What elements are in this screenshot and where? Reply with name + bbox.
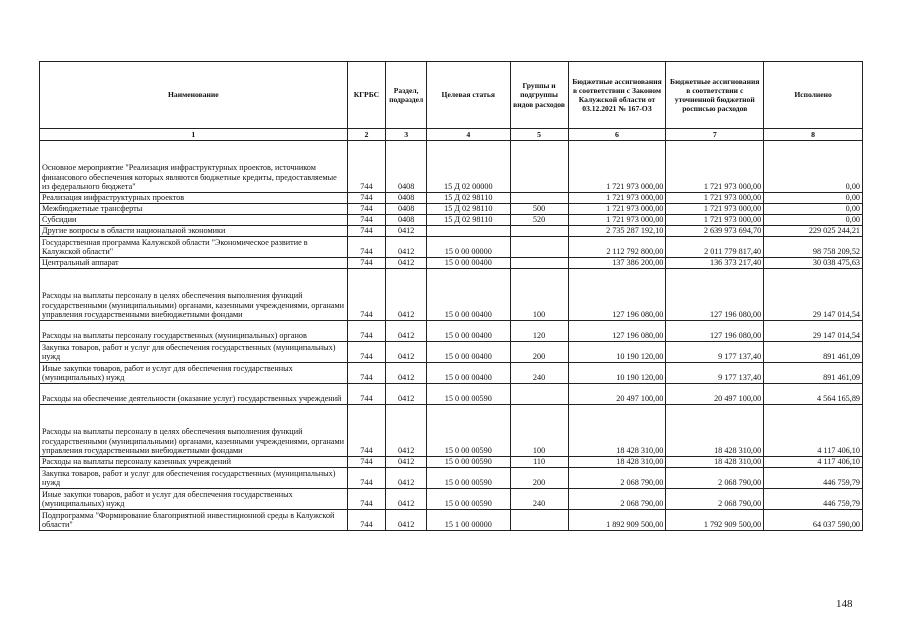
row-section: 0412	[386, 321, 427, 342]
row-revised-allocation: 2 011 779 817,40	[666, 237, 764, 258]
row-target-article: 15 0 00 00400	[427, 342, 511, 363]
row-kgrbs: 744	[347, 405, 386, 457]
table-row	[40, 510, 863, 531]
row-executed: 29 147 014,54	[764, 321, 863, 342]
row-law-allocation: 10 190 120,00	[568, 342, 666, 363]
row-law-allocation: 2 068 790,00	[568, 468, 666, 489]
row-target-article: 15 0 00 00400	[427, 258, 511, 269]
row-kgrbs: 744	[347, 510, 386, 531]
row-target-article: 15 0 00 00590	[427, 405, 511, 457]
budget-table	[39, 61, 863, 531]
row-executed: 4 117 406,10	[764, 457, 863, 468]
row-kgrbs: 744	[347, 258, 386, 269]
row-executed: 98 758 209,52	[764, 237, 863, 258]
row-target-article: 15 Д 02 00000	[427, 141, 511, 193]
row-kgrbs: 744	[347, 237, 386, 258]
row-executed: 891 461,09	[764, 363, 863, 384]
row-name: Основное мероприятие "Реализация инфраструктурных проектов, источником финансового обеспечения которых являются бюджетные кредиты, предоставляемые из федерального бюджета"	[40, 141, 348, 193]
row-kgrbs: 744	[347, 321, 386, 342]
row-executed: 0,00	[764, 204, 863, 215]
row-kgrbs: 744	[347, 141, 386, 193]
row-revised-allocation: 136 373 217,40	[666, 258, 764, 269]
row-expense-group: 110	[510, 457, 568, 468]
row-executed: 891 461,09	[764, 342, 863, 363]
row-section: 0412	[386, 489, 427, 510]
row-expense-group	[510, 384, 568, 405]
row-name: Межбюджетные трансферты	[40, 204, 348, 215]
column-number: 6	[568, 129, 666, 141]
row-name: Центральный аппарат	[40, 258, 348, 269]
table-row	[40, 258, 863, 269]
row-executed: 0,00	[764, 141, 863, 193]
row-law-allocation: 127 196 080,00	[568, 321, 666, 342]
table-body	[40, 141, 863, 531]
row-target-article: 15 Д 02 98110	[427, 204, 511, 215]
row-expense-group	[510, 193, 568, 204]
row-kgrbs: 744	[347, 193, 386, 204]
row-law-allocation: 1 721 973 000,00	[568, 141, 666, 193]
row-section: 0412	[386, 457, 427, 468]
row-section: 0408	[386, 204, 427, 215]
header-expense-group: Группы и подгруппы видов расходов	[510, 62, 568, 129]
row-expense-group: 200	[510, 342, 568, 363]
row-expense-group: 500	[510, 204, 568, 215]
header-revised-allocation: Бюджетные ассигнования в соответствии с уточненной бюджетной росписью расходов	[666, 62, 764, 129]
row-revised-allocation: 9 177 137,40	[666, 342, 764, 363]
row-name: Расходы на выплаты персоналу казенных учреждений	[40, 457, 348, 468]
row-kgrbs: 744	[347, 204, 386, 215]
row-name: Подпрограмма "Формирование благоприятной инвестиционной среды в Калужской области"	[40, 510, 348, 531]
table-row	[40, 269, 863, 321]
row-expense-group: 120	[510, 321, 568, 342]
row-name: Государственная программа Калужской области "Экономическое развитие в Калужской области"	[40, 237, 348, 258]
row-section: 0412	[386, 510, 427, 531]
row-kgrbs: 744	[347, 457, 386, 468]
row-expense-group	[510, 510, 568, 531]
row-target-article: 15 0 00 00000	[427, 237, 511, 258]
row-law-allocation: 2 112 792 800,00	[568, 237, 666, 258]
row-section: 0412	[386, 226, 427, 237]
row-target-article	[427, 226, 511, 237]
row-law-allocation: 2 068 790,00	[568, 489, 666, 510]
table-row	[40, 204, 863, 215]
row-section: 0412	[386, 237, 427, 258]
header-section: Раздел, подраздел	[386, 62, 427, 129]
row-law-allocation: 20 497 100,00	[568, 384, 666, 405]
row-revised-allocation: 2 068 790,00	[666, 489, 764, 510]
row-section: 0412	[386, 405, 427, 457]
header-name: Наименование	[40, 62, 348, 129]
column-number: 8	[764, 129, 863, 141]
row-law-allocation: 127 196 080,00	[568, 269, 666, 321]
row-name: Расходы на выплаты персоналу государственных (муниципальных) органов	[40, 321, 348, 342]
table-row	[40, 457, 863, 468]
table-row	[40, 363, 863, 384]
row-executed: 0,00	[764, 215, 863, 226]
row-revised-allocation: 9 177 137,40	[666, 363, 764, 384]
row-target-article: 15 0 00 00590	[427, 457, 511, 468]
row-name: Реализация инфраструктурных проектов	[40, 193, 348, 204]
row-section: 0412	[386, 384, 427, 405]
column-number: 7	[666, 129, 764, 141]
row-kgrbs: 744	[347, 215, 386, 226]
row-revised-allocation: 1 721 973 000,00	[666, 215, 764, 226]
row-executed: 4 117 406,10	[764, 405, 863, 457]
table-row	[40, 342, 863, 363]
row-revised-allocation: 20 497 100,00	[666, 384, 764, 405]
row-revised-allocation: 127 196 080,00	[666, 321, 764, 342]
table-row	[40, 489, 863, 510]
table-header	[40, 62, 863, 141]
row-executed: 229 025 244,21	[764, 226, 863, 237]
row-name: Расходы на выплаты персоналу в целях обеспечения выполнения функций государственными (муниципальными) органами, казенными учреждениями, органами управления государственными внебюджетными фондами	[40, 405, 348, 457]
column-number: 4	[427, 129, 511, 141]
row-expense-group: 100	[510, 269, 568, 321]
row-expense-group: 240	[510, 363, 568, 384]
row-kgrbs: 744	[347, 363, 386, 384]
table-row	[40, 141, 863, 193]
row-revised-allocation: 1 721 973 000,00	[666, 193, 764, 204]
row-revised-allocation: 2 639 973 694,70	[666, 226, 764, 237]
table-row	[40, 405, 863, 457]
row-name: Закупка товаров, работ и услуг для обеспечения государственных (муниципальных) нужд	[40, 468, 348, 489]
row-target-article: 15 Д 02 98110	[427, 193, 511, 204]
row-section: 0412	[386, 342, 427, 363]
row-target-article: 15 0 00 00400	[427, 321, 511, 342]
row-expense-group: 100	[510, 405, 568, 457]
row-target-article: 15 0 00 00400	[427, 363, 511, 384]
row-revised-allocation: 18 428 310,00	[666, 405, 764, 457]
row-section: 0408	[386, 215, 427, 226]
row-law-allocation: 1 721 973 000,00	[568, 193, 666, 204]
table-row	[40, 215, 863, 226]
row-kgrbs: 744	[347, 226, 386, 237]
row-law-allocation: 18 428 310,00	[568, 405, 666, 457]
row-section: 0408	[386, 193, 427, 204]
row-target-article: 15 0 00 00590	[427, 384, 511, 405]
row-expense-group	[510, 226, 568, 237]
header-target-article: Целевая статья	[427, 62, 511, 129]
row-target-article: 15 Д 02 98110	[427, 215, 511, 226]
row-kgrbs: 744	[347, 384, 386, 405]
row-expense-group: 520	[510, 215, 568, 226]
table-row	[40, 321, 863, 342]
row-expense-group: 240	[510, 489, 568, 510]
row-section: 0412	[386, 258, 427, 269]
row-revised-allocation: 2 068 790,00	[666, 468, 764, 489]
header-kgrbs: КГРБС	[347, 62, 386, 129]
row-revised-allocation: 1 721 973 000,00	[666, 204, 764, 215]
row-expense-group	[510, 258, 568, 269]
page-number: 148	[836, 598, 853, 610]
column-number: 5	[510, 129, 568, 141]
column-number: 1	[40, 129, 348, 141]
table-row	[40, 226, 863, 237]
row-law-allocation: 1 721 973 000,00	[568, 204, 666, 215]
row-kgrbs: 744	[347, 489, 386, 510]
row-executed: 64 037 590,00	[764, 510, 863, 531]
row-name: Иные закупки товаров, работ и услуг для обеспечения государственных (муниципальных) нужд	[40, 363, 348, 384]
row-revised-allocation: 1 792 909 500,00	[666, 510, 764, 531]
row-section: 0408	[386, 141, 427, 193]
column-number: 3	[386, 129, 427, 141]
row-name: Расходы на выплаты персоналу в целях обеспечения выполнения функций государственными (муниципальными) органами, казенными учреждениями, органами управления государственными внебюджетными фондами	[40, 269, 348, 321]
row-name: Закупка товаров, работ и услуг для обеспечения государственных (муниципальных) нужд	[40, 342, 348, 363]
row-name: Субсидии	[40, 215, 348, 226]
column-number-row	[40, 129, 863, 141]
row-law-allocation: 1 721 973 000,00	[568, 215, 666, 226]
row-executed: 446 759,79	[764, 468, 863, 489]
row-law-allocation: 18 428 310,00	[568, 457, 666, 468]
table-row	[40, 193, 863, 204]
row-name: Расходы на обеспечение деятельности (оказание услуг) государственных учреждений	[40, 384, 348, 405]
row-expense-group: 200	[510, 468, 568, 489]
row-revised-allocation: 1 721 973 000,00	[666, 141, 764, 193]
header-executed: Исполнено	[764, 62, 863, 129]
table-row	[40, 237, 863, 258]
row-law-allocation: 1 892 909 500,00	[568, 510, 666, 531]
row-law-allocation: 10 190 120,00	[568, 363, 666, 384]
row-executed: 30 038 475,63	[764, 258, 863, 269]
row-target-article: 15 0 00 00590	[427, 468, 511, 489]
row-expense-group	[510, 141, 568, 193]
table-row	[40, 384, 863, 405]
row-law-allocation: 137 386 200,00	[568, 258, 666, 269]
row-section: 0412	[386, 363, 427, 384]
row-executed: 29 147 014,54	[764, 269, 863, 321]
row-name: Другие вопросы в области национальной экономики	[40, 226, 348, 237]
row-executed: 4 564 165,89	[764, 384, 863, 405]
row-law-allocation: 2 735 287 192,10	[568, 226, 666, 237]
row-executed: 0,00	[764, 193, 863, 204]
row-target-article: 15 0 00 00400	[427, 269, 511, 321]
column-number: 2	[347, 129, 386, 141]
row-kgrbs: 744	[347, 468, 386, 489]
row-kgrbs: 744	[347, 342, 386, 363]
row-name: Иные закупки товаров, работ и услуг для обеспечения государственных (муниципальных) нужд	[40, 489, 348, 510]
row-expense-group	[510, 237, 568, 258]
row-revised-allocation: 18 428 310,00	[666, 457, 764, 468]
table-row	[40, 468, 863, 489]
header-law-allocation: Бюджетные ассигнования в соответствии с Законом Калужской области от 03.12.2021 № 167-ОЗ	[568, 62, 666, 129]
row-executed: 446 759,79	[764, 489, 863, 510]
row-section: 0412	[386, 269, 427, 321]
header-row	[40, 62, 863, 129]
row-target-article: 15 1 00 00000	[427, 510, 511, 531]
row-section: 0412	[386, 468, 427, 489]
row-revised-allocation: 127 196 080,00	[666, 269, 764, 321]
row-target-article: 15 0 00 00590	[427, 489, 511, 510]
row-kgrbs: 744	[347, 269, 386, 321]
